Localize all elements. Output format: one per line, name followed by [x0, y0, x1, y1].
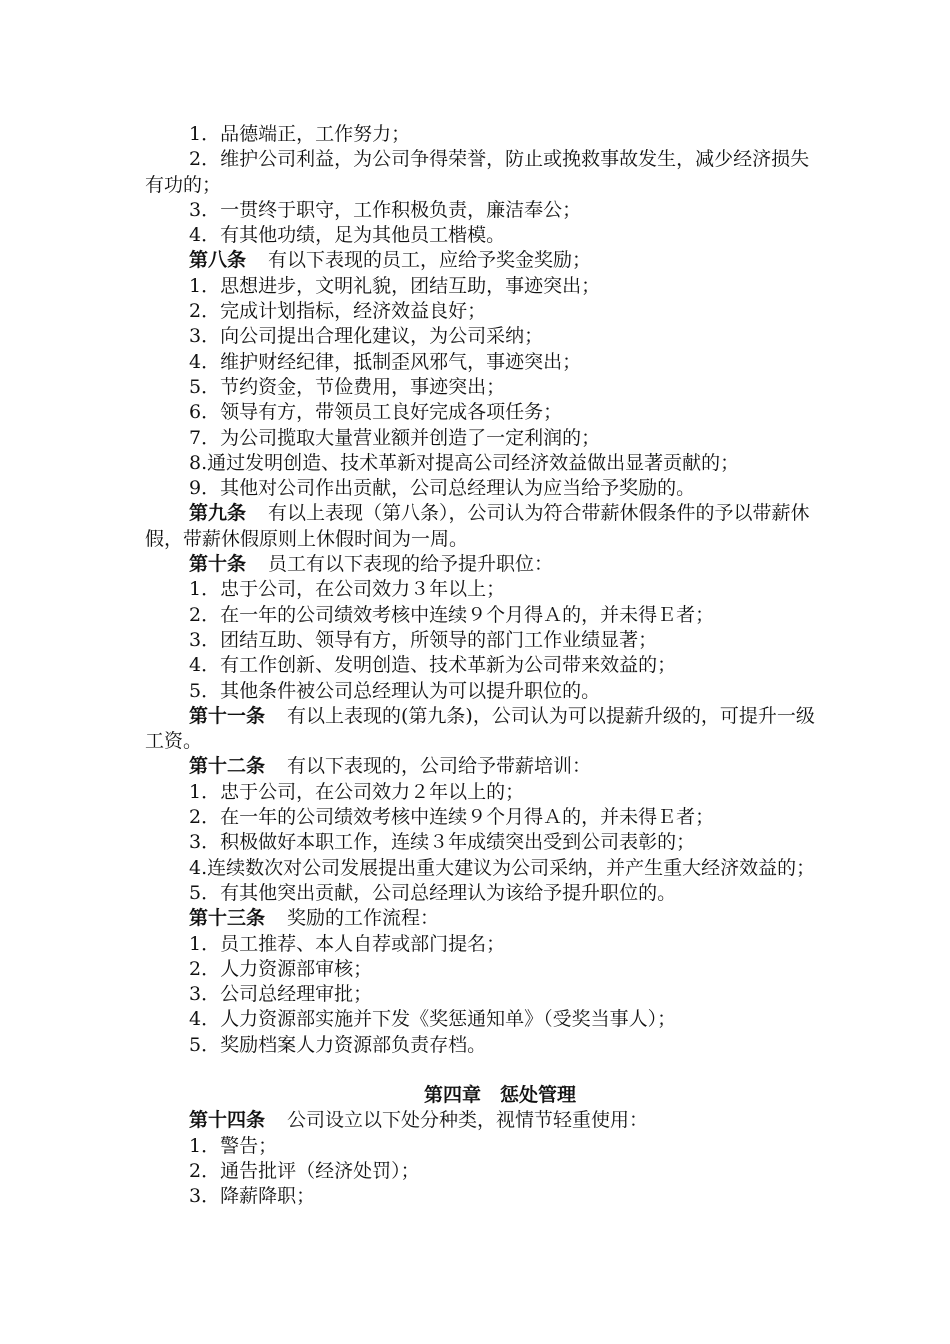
article-8-heading — [145, 248, 825, 273]
article-text: 有以下表现的，公司给予带薪培训： — [287, 755, 592, 778]
list-item: 3．向公司提出合理化建议，为公司采纳； — [189, 325, 544, 348]
article-12-heading — [145, 754, 825, 779]
list-item: 4．人力资源部实施并下发《奖惩通知单》（受奖当事人）； — [189, 1008, 677, 1031]
list-item: 6．领导有方，带领员工良好完成各项任务； — [189, 401, 563, 424]
article-13-heading — [145, 906, 825, 931]
article-title: 第十三条 — [189, 907, 266, 930]
article-title: 第十四条 — [189, 1109, 266, 1132]
list-item: 2．人力资源部审核； — [189, 957, 373, 980]
list-item: 2．通告批评（经济处罚）； — [189, 1159, 420, 1182]
list-item: 7．为公司揽取大量营业额并创造了一定利润的； — [189, 426, 601, 449]
list-item: 1．忠于公司，在公司效力３年以上； — [189, 578, 506, 601]
list-item: 2．在一年的公司绩效考核中连续９个月得Ａ的，并未得Ｅ者； — [189, 603, 715, 626]
article-text: 有以上表现（第八条），公司认为符合带薪休假条件的予以带薪休假，带薪休假原则上休假时间为一周。 — [145, 502, 810, 550]
list-item: 2．维护公司利益，为公司争得荣誉，防止或挽救事故发生，减少经济损失有功的； — [145, 148, 810, 196]
article-text: 公司设立以下处分种类，视情节轻重使用： — [287, 1109, 649, 1132]
list-item: 3．积极做好本职工作，连续３年成绩突出受到公司表彰的； — [189, 831, 696, 854]
article-title: 第十条 — [189, 553, 247, 576]
article-10-heading — [145, 552, 825, 577]
list-item: 4．维护财经纪律，抵制歪风邪气，事迹突出； — [189, 350, 582, 373]
list-item: 9．其他对公司作出贡献，公司总经理认为应当给予奖励的。 — [189, 477, 696, 500]
article-title: 第十一条 — [189, 704, 266, 727]
article-9-paragraph — [145, 501, 825, 552]
list-item: 2．在一年的公司绩效考核中连续９个月得Ａ的，并未得Ｅ者； — [189, 806, 715, 829]
list-item: 1．品德端正，工作努力； — [189, 123, 411, 145]
list-item: 4.连续数次对公司发展提出重大建议为公司采纳，并产生重大经济效益的； — [189, 856, 816, 879]
list-item: 3．一贯终于职守，工作积极负责，廉洁奉公； — [189, 198, 582, 221]
article-title: 第八条 — [189, 249, 247, 272]
list-item: 1．思想进步，文明礼貌，团结互助，事迹突出； — [189, 274, 601, 297]
list-item: 3．降薪降职； — [189, 1185, 316, 1208]
list-item: 5．有其他突出贡献，公司总经理认为该给予提升职位的。 — [189, 881, 677, 904]
list-item: 1．员工推荐、本人自荐或部门提名； — [189, 932, 506, 955]
list-item: 4．有工作创新、发明创造、技术革新为公司带来效益的； — [189, 654, 677, 677]
list-item: 4．有其他功绩，足为其他员工楷模。 — [189, 224, 506, 247]
article-11-paragraph — [145, 704, 825, 755]
list-item: 1．忠于公司，在公司效力２年以上的； — [189, 780, 525, 803]
list-item: 2．完成计划指标，经济效益良好； — [189, 300, 487, 323]
chapter-heading: 第四章 惩处管理 — [423, 1083, 576, 1106]
list-item: 8.通过发明创造、技术革新对提高公司经济效益做出显著贡献的； — [189, 451, 740, 474]
list-item: 5．奖励档案人力资源部负责存档。 — [189, 1033, 487, 1056]
list-item: 5．节约资金，节俭费用，事迹突出； — [189, 375, 506, 398]
list-item: 5．其他条件被公司总经理认为可以提升职位的。 — [189, 679, 601, 702]
article-text: 有以上表现的(第九条)，公司认为可以提薪升级的，可提升一级工资。 — [145, 704, 815, 753]
document-page — [145, 122, 825, 1209]
article-text: 奖励的工作流程： — [287, 907, 440, 930]
article-title: 第九条 — [189, 502, 247, 525]
article-text: 员工有以下表现的给予提升职位： — [268, 553, 554, 576]
article-text: 有以下表现的员工，应给予奖金奖励； — [268, 249, 592, 272]
list-item: 3．团结互助、领导有方，所领导的部门工作业绩显著； — [189, 628, 658, 651]
list-item: 3．公司总经理审批； — [189, 983, 373, 1006]
list-item: 1．警告； — [189, 1134, 278, 1157]
article-14-heading — [145, 1108, 825, 1133]
article-title: 第十二条 — [189, 755, 266, 778]
